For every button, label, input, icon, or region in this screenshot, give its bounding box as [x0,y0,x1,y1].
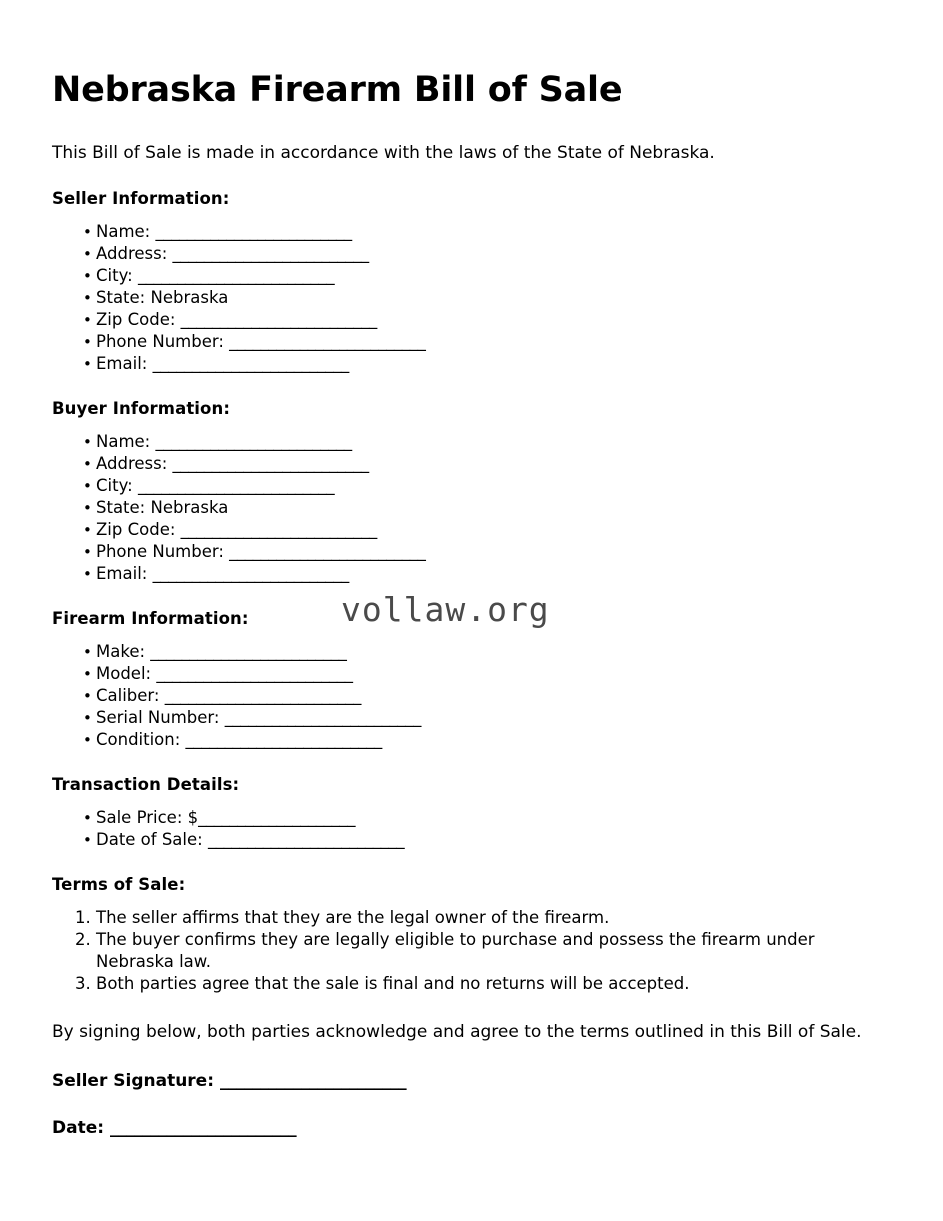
field-blank[interactable]: _________________________ [152,354,349,374]
field-label: Model: [96,664,152,684]
field-buyer-phone-number [52,541,875,563]
field-label: Email: [96,564,148,584]
field-buyer-zip-code [52,519,875,541]
field-label: Condition: [96,730,181,750]
field-sale-price [52,807,875,829]
field-firearm-model [52,663,875,685]
field-label: Make: [96,642,146,662]
field-label: Phone Number: [96,542,224,562]
field-label: Email: [96,354,148,374]
firearm-information-heading: Firearm Information: [52,609,249,629]
field-date-of-sale [52,829,875,851]
field-firearm-caliber [52,685,875,707]
field-label: Address: [96,244,168,264]
field-blank[interactable]: _________________________ [152,564,349,584]
field-blank[interactable]: _________________________ [207,830,405,850]
field-blank[interactable]: _________________________ [137,266,335,286]
terms-list-item: Both parties agree that the sale is final and no returns will be accepted. [96,974,690,994]
field-value: Nebraska [150,288,229,308]
field-buyer-city [52,475,875,497]
field-label: Zip Code: [96,520,176,540]
field-seller-email [52,353,875,375]
field-label: Zip Code: [96,310,176,330]
field-buyer-email [52,563,875,585]
page-title: Nebraska Firearm Bill of Sale [52,70,623,110]
field-firearm-make [52,641,875,663]
field-blank[interactable]: _________________________ [164,686,361,706]
field-blank[interactable]: _________________________ [150,642,347,662]
field-label: Sale Price: $ [96,808,199,828]
field-seller-name [52,221,875,243]
field-label: Name: [96,222,151,242]
field-blank[interactable]: _________________________ [137,476,335,496]
field-blank[interactable]: _________________________ [224,708,421,728]
field-value: Nebraska [150,498,229,518]
field-seller-phone-number [52,331,875,353]
field-blank[interactable]: ____________________ [198,808,356,828]
field-label: Serial Number: [96,708,220,728]
seller-signature-line [52,1071,875,1091]
field-blank[interactable]: _________________________ [229,332,426,352]
seller-signature-blank[interactable]: _______________________ [219,1071,407,1092]
field-buyer-address [52,453,875,475]
field-firearm-condition [52,729,875,751]
field-seller-zip-code [52,309,875,331]
date-blank[interactable]: _______________________ [109,1118,297,1139]
buyer-information-heading: Buyer Information: [52,399,231,419]
seller-information-heading: Seller Information: [52,189,230,209]
terms-list-item: The buyer confirms they are legally eligible to purchase and possess the firearm under Nebraska law. [96,930,815,972]
field-label: City: [96,476,133,496]
field-blank[interactable]: _________________________ [180,520,377,540]
field-label: Address: [96,454,168,474]
date-label: Date: [52,1118,105,1139]
terms-of-sale-heading: Terms of Sale: [52,875,186,895]
field-label: Name: [96,432,151,452]
field-firearm-serial-number [52,707,875,729]
field-label: State: [96,498,146,518]
field-seller-city [52,265,875,287]
buyer-field-list [52,431,875,585]
field-seller-address [52,243,875,265]
field-blank[interactable]: _________________________ [155,432,352,452]
field-label: City: [96,266,133,286]
transaction-details-heading: Transaction Details: [52,775,240,795]
field-buyer-name [52,431,875,453]
seller-field-list [52,221,875,375]
firearm-field-list [52,641,875,751]
intro-paragraph: This Bill of Sale is made in accordance with the laws of the State of Nebraska. [52,143,715,164]
field-blank[interactable]: _________________________ [156,664,353,684]
field-buyer-state [52,497,875,519]
terms-list-item: The seller affirms that they are the legal owner of the firearm. [96,908,610,928]
watermark: vollaw.org [341,590,550,629]
field-blank[interactable]: _________________________ [185,730,382,750]
seller-signature-label: Seller Signature: [52,1071,215,1092]
field-blank[interactable]: _________________________ [172,454,369,474]
date-signature-line [52,1118,875,1138]
field-seller-state [52,287,875,309]
closing-paragraph: By signing below, both parties acknowledge and agree to the terms outlined in this Bill of Sale. [52,1022,862,1043]
field-blank[interactable]: _________________________ [172,244,369,264]
terms-list [52,907,875,995]
field-blank[interactable]: _________________________ [155,222,352,242]
field-label: Date of Sale: [96,830,203,850]
field-blank[interactable]: _________________________ [229,542,426,562]
field-label: Phone Number: [96,332,224,352]
transaction-field-list [52,807,875,851]
field-label: State: [96,288,146,308]
field-label: Caliber: [96,686,160,706]
field-blank[interactable]: _________________________ [180,310,377,330]
